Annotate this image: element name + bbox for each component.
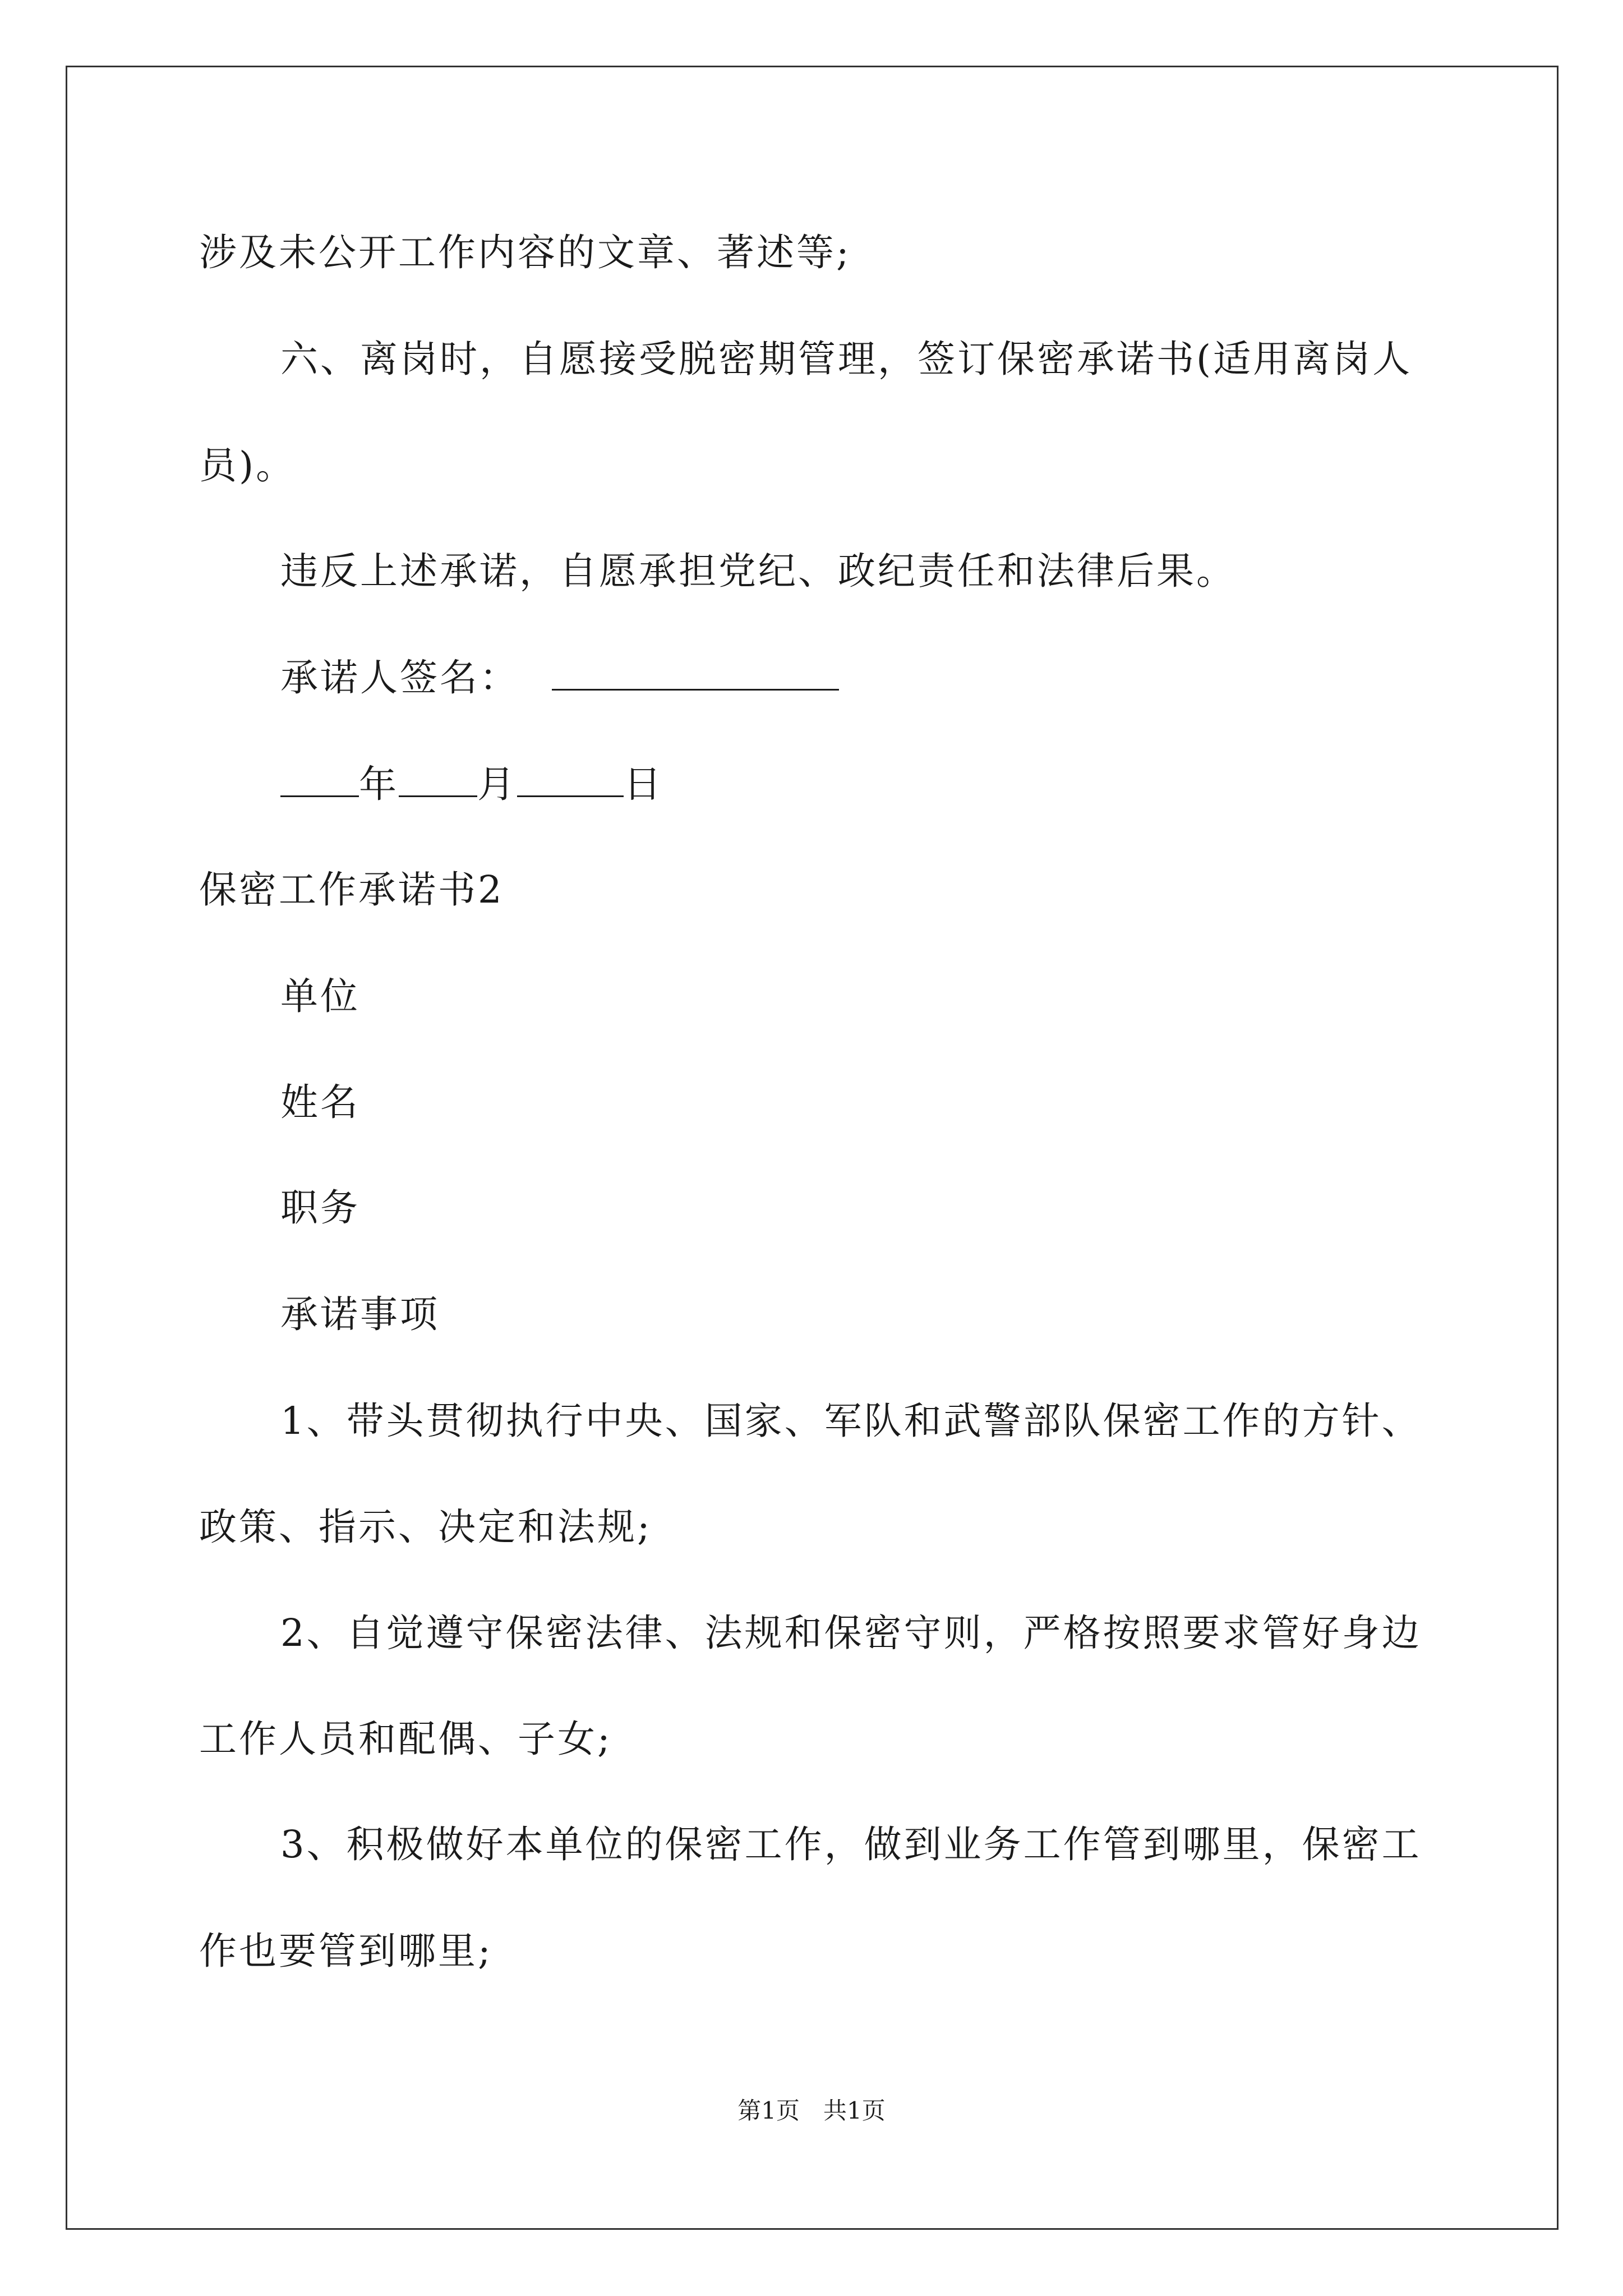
field-label-name: 姓名 — [280, 1080, 360, 1124]
section-title: 保密工作承诺书2 — [199, 868, 504, 912]
field-label-unit: 单位 — [280, 974, 360, 1018]
signature-label: 承诺人签名： — [280, 656, 519, 700]
field-label-position: 职务 — [280, 1186, 360, 1230]
signature-line — [280, 655, 839, 700]
text-line: 3、积极做好本单位的保密工作，做到业务工作管到哪里，保密工 — [280, 1823, 1422, 1866]
year-blank[interactable] — [280, 763, 359, 797]
year-label: 年 — [359, 762, 399, 806]
text-line: 政策、指示、决定和法规; — [199, 1505, 652, 1549]
page-border — [66, 66, 1559, 2230]
field-label-items: 承诺事项 — [280, 1292, 440, 1336]
date-line — [280, 762, 663, 807]
text-line: 作也要管到哪里; — [199, 1929, 493, 1973]
text-line: 六、离岗时，自愿接受脱密期管理，签订保密承诺书(适用离岗人 — [280, 337, 1413, 381]
day-label: 日 — [624, 762, 663, 806]
text-line: 员)。 — [199, 444, 296, 487]
text-line: 1、带头贯彻执行中央、国家、军队和武警部队保密工作的方针、 — [280, 1399, 1422, 1443]
page-footer: 第1页 共1页 — [737, 2097, 886, 2124]
text-line: 2、自觉遵守保密法律、法规和保密守则，严格按照要求管好身边 — [280, 1611, 1422, 1655]
month-blank[interactable] — [399, 763, 477, 797]
day-blank[interactable] — [517, 763, 624, 797]
signature-blank[interactable] — [552, 656, 839, 691]
text-line: 工作人员和配偶、子女; — [199, 1717, 612, 1761]
text-line: 涉及未公开工作内容的文章、著述等; — [199, 231, 851, 274]
text-line: 违反上述承诺，自愿承担党纪、政纪责任和法律后果。 — [280, 549, 1236, 593]
month-label: 月 — [477, 762, 517, 806]
